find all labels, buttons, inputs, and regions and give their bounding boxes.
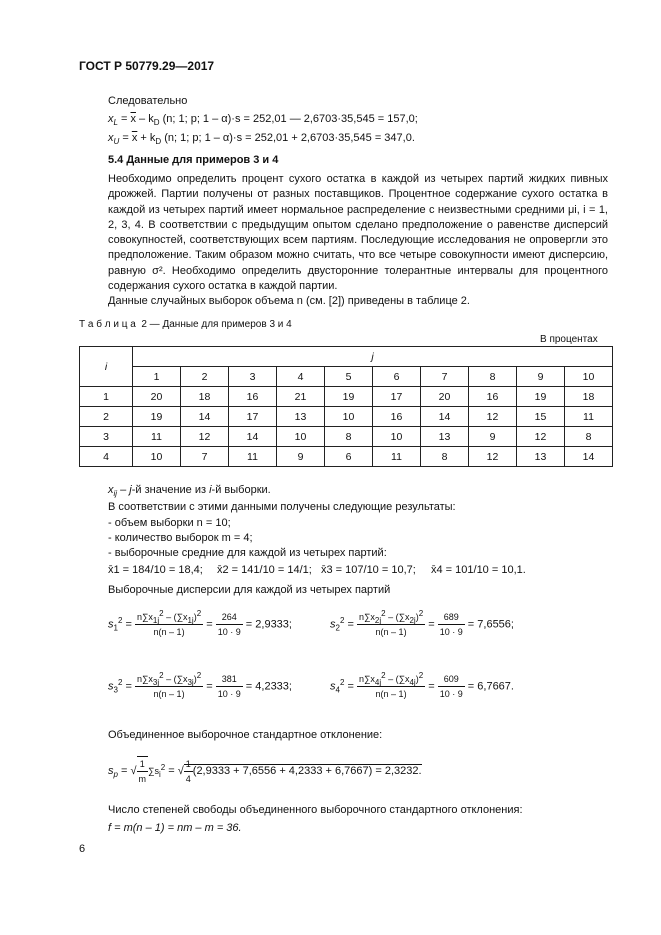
col-header-j: j (133, 347, 613, 367)
table-cell: 21 (277, 387, 325, 407)
table-cell: 10 (133, 447, 181, 467)
table-row (80, 387, 613, 407)
document-header: ГОСТ Р 50779.29—2017 (79, 59, 215, 73)
table-cell: 10 (325, 407, 373, 427)
column-number: 4 (277, 367, 325, 387)
table-cell: 10 (277, 427, 325, 447)
variance-formula-4: $s_4^2$ = $\frac{n\sum x_{4j}^2 - (\sum x_{4j})^2}{n(n - 1)}$ = $\frac{609}{10 \cdot 9}$ = 6,7667. (330, 671, 514, 699)
table-units: В процентах (540, 334, 598, 345)
variance-formula-2: $s_2^2$ = $\frac{n\sum x_{2j}^2 - (\sum x_{2j})^2}{n(n - 1)}$ = $\frac{689}{10 \cdot 9}$ = 7,6556; (330, 609, 514, 637)
paragraph-data-note: Данные случайных выборок объема n (см. [2]) приведены в таблице 2. (108, 295, 470, 307)
table-cell: 17 (373, 387, 421, 407)
row-index-cell: 4 (80, 447, 133, 467)
column-number: 2 (181, 367, 229, 387)
table-cell: 11 (565, 407, 613, 427)
table-cell: 12 (469, 447, 517, 467)
table-cell: 18 (565, 387, 613, 407)
bullet-means: - выборочные средние для каждой из четырех партий: (108, 547, 387, 559)
table-cell: 14 (421, 407, 469, 427)
table-row (80, 407, 613, 427)
table-cell: 14 (229, 427, 277, 447)
table-cell: 12 (517, 427, 565, 447)
table-cell: 14 (181, 407, 229, 427)
table-cell: 12 (469, 407, 517, 427)
column-number: 7 (421, 367, 469, 387)
table-cell: 12 (181, 427, 229, 447)
section-heading: 5.4 Данные для примеров 3 и 4 (108, 154, 279, 166)
xl-formula: $x_L = \overline{x} - k_D$ (n; 1; p; 1 – α)·s = 252,01 — 2,6703·35,545 = 157,0; (108, 113, 418, 128)
table-cell: 17 (229, 407, 277, 427)
table-cell: 16 (229, 387, 277, 407)
paragraph-problem-text: Необходимо определить процент сухого остатка в каждой из четырех партий жидких пивных дрожжей. Партии получены от разных поставщиков. Процентное содержание сухого остатка в каждой из четырех партий имеет нормальное распределение с неизвестными средними μi, i = 1, 2, 3, 4. В соответствии с предыдущим опытом сделано предположение о равенстве дисперсий совокупностей, соответствующих всем партиям. Последующие исследования не опровергли это предположение. Таким образом можно считать, что все четыре совокупности имеют дисперсию, равную σ². Необходимо определить двусторонние толерантные интервалы для процентного содержания сухого остатка в каждой партии. (108, 173, 608, 293)
bullet-sample-size: - объем выборки n = 10; (108, 517, 231, 529)
consequently-text: Следовательно (108, 95, 188, 107)
row-header-i: i (80, 347, 133, 387)
table-cell: 10 (373, 427, 421, 447)
row-index-cell: 2 (80, 407, 133, 427)
data-table (79, 346, 613, 467)
table-cell: 15 (517, 407, 565, 427)
table-cell: 9 (469, 427, 517, 447)
page-number: 6 (79, 843, 86, 855)
results-intro: В соответствии с этими данными получены следующие результаты: (108, 501, 456, 513)
table-cell: 8 (325, 427, 373, 447)
table-cell: 13 (421, 427, 469, 447)
mean-3: x̄3 = 107/10 = 10,7; (321, 564, 416, 576)
xij-note: $x_{ij} - j-й$ значение из i-й выборки. (108, 484, 271, 499)
column-number: 6 (373, 367, 421, 387)
column-number: 10 (565, 367, 613, 387)
column-number: 1 (133, 367, 181, 387)
pooled-formula: $s_p$ = √ $\frac{1}{m}$ $\sum s_i^2$ = √ $\frac{1}{4}$ (2,9333 + 7,6556 + 4,2333 + 6,7667) = 2,3232. (108, 756, 422, 786)
table-cell: 18 (181, 387, 229, 407)
variance-formula-1: $s_1^2$ = $\frac{n\sum x_{1j}^2 - (\sum x_{1j})^2}{n(n - 1)}$ = $\frac{264}{10 \cdot 9}$ = 2,9333; (108, 609, 292, 637)
column-number-row (80, 367, 613, 387)
table-cell: 19 (517, 387, 565, 407)
table-cell: 11 (373, 447, 421, 467)
xu-formula: $x_U = \overline{x} + k_D$ (n; 1; p; 1 – α)·s = 252,01 + 2,6703·35,545 = 347,0. (108, 132, 415, 147)
table-cell: 14 (565, 447, 613, 467)
table-cell: 20 (133, 387, 181, 407)
variance-intro: Выборочные дисперсии для каждой из четырех партий (108, 584, 391, 596)
table-cell: 7 (181, 447, 229, 467)
column-number: 8 (469, 367, 517, 387)
mean-1: x̄1 = 184/10 = 18,4; (108, 564, 203, 576)
column-number: 3 (229, 367, 277, 387)
table-row (80, 447, 613, 467)
column-number: 5 (325, 367, 373, 387)
variance-formula-3: $s_3^2$ = $\frac{n\sum x_{3j}^2 - (\sum x_{3j})^2}{n(n - 1)}$ = $\frac{381}{10 \cdot 9}$ = 4,2333; (108, 671, 292, 699)
bullet-sample-count: - количество выборок m = 4; (108, 532, 253, 544)
table-cell: 16 (373, 407, 421, 427)
row-index-cell: 3 (80, 427, 133, 447)
dof-formula: f = m(n – 1) = nm – m = 36. (108, 822, 242, 834)
table-cell: 8 (565, 427, 613, 447)
table-cell: 11 (229, 447, 277, 467)
table-cell: 19 (133, 407, 181, 427)
table-cell: 20 (421, 387, 469, 407)
paragraph-problem (108, 172, 608, 294)
table-cell: 11 (133, 427, 181, 447)
table-cell: 16 (469, 387, 517, 407)
table-cell: 6 (325, 447, 373, 467)
table-body (80, 387, 613, 467)
mean-2: x̄2 = 141/10 = 14/1; (217, 564, 312, 576)
pooled-intro: Объединенное выборочное стандартное отклонение: (108, 729, 383, 741)
table-cell: 19 (325, 387, 373, 407)
column-number: 9 (517, 367, 565, 387)
dof-intro: Число степеней свободы объединенного выборочного стандартного отклонения: (108, 804, 523, 816)
table-cell: 13 (517, 447, 565, 467)
table-cell: 9 (277, 447, 325, 467)
row-index-cell: 1 (80, 387, 133, 407)
table-row (80, 427, 613, 447)
mean-4: x̄4 = 101/10 = 10,1. (431, 564, 526, 576)
table-caption: Т а б л и ц а 2 — Данные для примеров 3 и 4 (79, 319, 292, 330)
table-cell: 13 (277, 407, 325, 427)
table-cell: 8 (421, 447, 469, 467)
